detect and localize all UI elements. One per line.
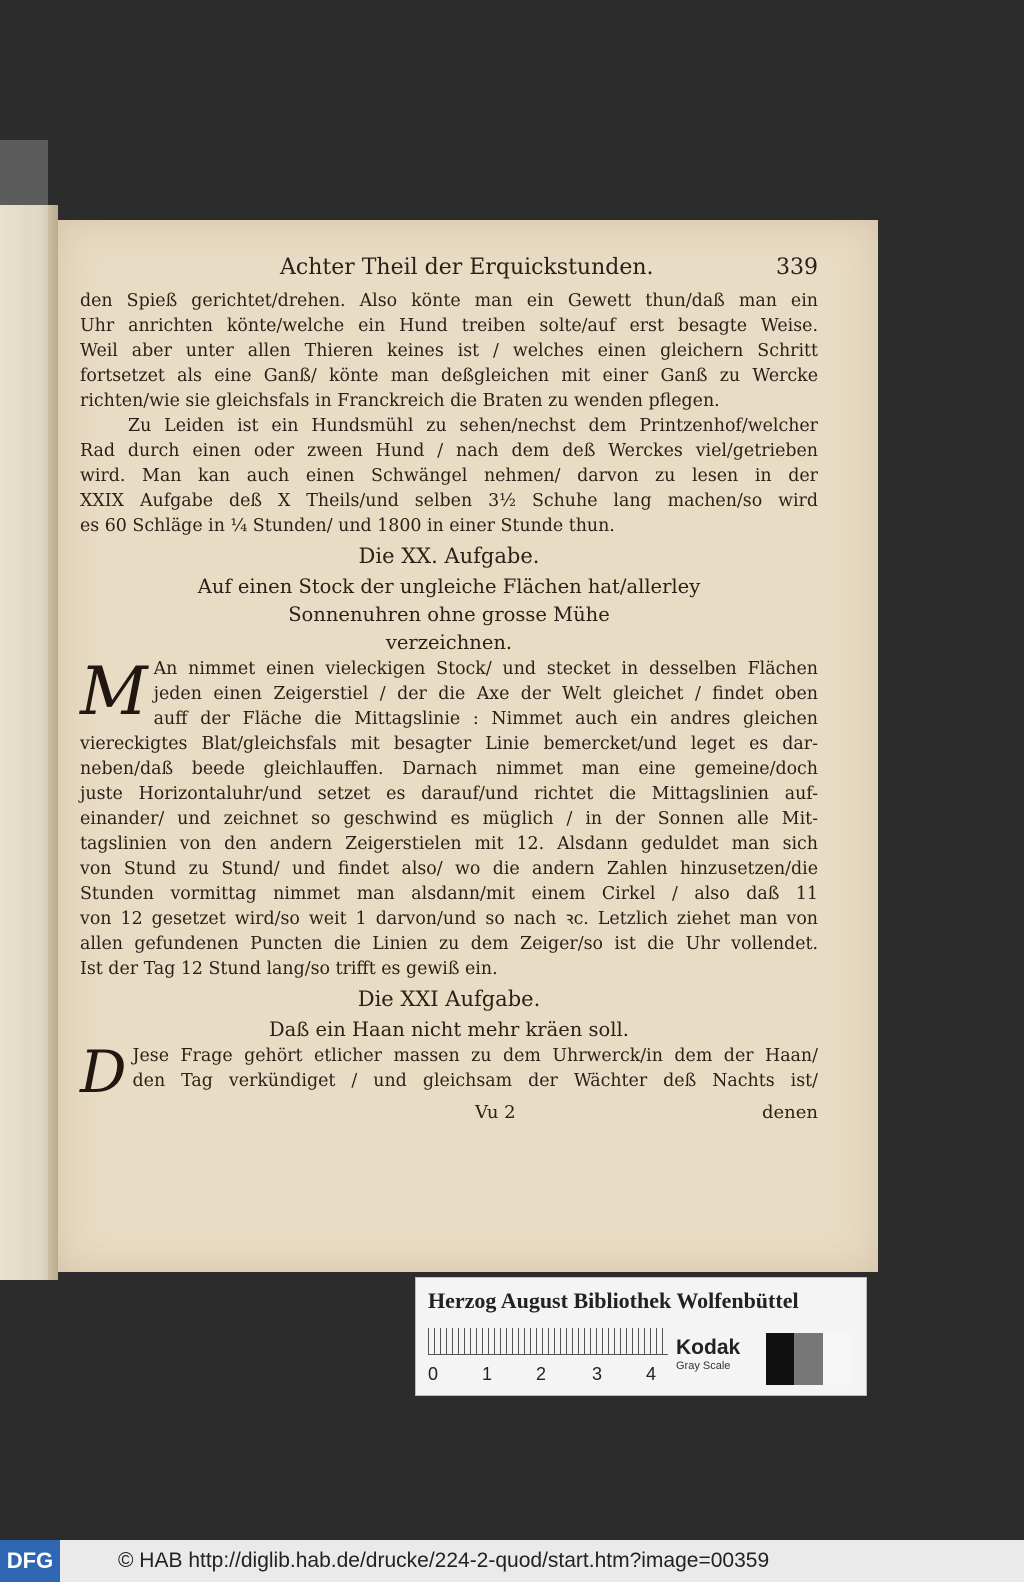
swatch-black bbox=[766, 1333, 794, 1385]
dfg-logo: DFG bbox=[0, 1540, 60, 1582]
running-title: Achter Theil der Erquickstunden. bbox=[280, 255, 654, 280]
text-line: Ist der Tag 12 Stund lang/so trifft es gewiß ein. bbox=[80, 959, 498, 979]
text-line: fortsetzet als eine Ganß/ könte man deßgleichen mit einer Ganß zu Wercke bbox=[80, 366, 818, 386]
text-line: es 60 Schläge in ¼ Stunden/ und 1800 in einer Stunde thun. bbox=[80, 516, 615, 536]
page-number: 339 bbox=[776, 255, 818, 280]
signature-mark: Vu 2 bbox=[475, 1102, 516, 1123]
running-head bbox=[80, 255, 818, 289]
ruler-ticks bbox=[428, 1328, 668, 1355]
section-subheading-xxi: Daß ein Haan nicht mehr kräen soll. bbox=[269, 1018, 629, 1041]
text-line: allen gefundenen Puncten die Linien zu dem Zeiger/so ist die Uhr vollendet. bbox=[80, 934, 818, 954]
text-line: Uhr anrichten könte/welche ein Hund treiben solte/auf erst besagte Weise. bbox=[80, 316, 818, 336]
text-line: einander/ und zeichnet so geschwind es müglich / in der Sonnen alle Mit- bbox=[80, 809, 818, 829]
section-heading-xxi: Die XXI Aufgabe. bbox=[357, 987, 541, 1011]
kodak-brand: Kodak bbox=[676, 1336, 741, 1359]
text-line: Zu Leiden ist ein Hundsmühl zu sehen/nechst dem Printzenhof/welcher bbox=[128, 416, 818, 436]
paragraph-xxi bbox=[80, 1038, 818, 1106]
scale-ruler bbox=[428, 1328, 668, 1388]
page-foot bbox=[80, 1100, 818, 1126]
ruler-number: 2 bbox=[536, 1364, 547, 1384]
paragraph-xx bbox=[80, 653, 818, 982]
ruler-number: 3 bbox=[592, 1364, 603, 1384]
kodak-label bbox=[676, 1336, 740, 1372]
text-line: Weil aber unter allen Thieren keines ist / welches einen gleichern Schritt bbox=[80, 341, 818, 361]
text-line: neben/daß beede gleichlauffen. Darnach nimmet man eine gemeine/doch bbox=[80, 759, 818, 779]
gray-scale-label: Gray Scale bbox=[676, 1360, 731, 1372]
ruler-number: 1 bbox=[482, 1364, 493, 1384]
section-subheading-xx-2: Sonnenuhren ohne grosse Mühe bbox=[288, 603, 610, 626]
text-line: juste Horizontaluhr/und setzet es darauf/und richtet die Mittagslinien auf- bbox=[80, 784, 818, 804]
color-card bbox=[415, 1277, 867, 1396]
text-line: richten/wie sie gleichsfals in Franckreich die Braten zu wenden pflegen. bbox=[80, 391, 720, 411]
section-subheading-xx-1: Auf einen Stock der ungleiche Flächen hat/allerley bbox=[197, 575, 701, 598]
ruler-number: 4 bbox=[646, 1364, 657, 1384]
text-line: XXIX Aufgabe deß X Theils/und selben 3½ Schuhe lang machen/so wird bbox=[80, 491, 818, 511]
swatch-white bbox=[823, 1333, 851, 1385]
text-line: jeden einen Zeigerstiel / der die Axe der Welt gleichet / findet oben bbox=[153, 684, 818, 704]
paragraph-top bbox=[80, 289, 818, 539]
text-line: Stunden vormittag nimmet man alsdann/mit einem Cirkel / also daß 11 bbox=[80, 884, 818, 904]
ruler-number: 0 bbox=[428, 1364, 439, 1384]
text-line: tagslinien von den andern Zeigerstielen mit 12. Alsdann geduldet man sich bbox=[80, 834, 818, 854]
tissue-overlay bbox=[0, 140, 48, 1280]
text-line: wird. Man kan auch einen Schwängel nehmen/ darvon zu lesen in der bbox=[80, 466, 818, 486]
text-line: An nimmet einen vieleckigen Stock/ und stecket in desselben Flächen bbox=[153, 659, 818, 679]
decorated-initial-m: M bbox=[80, 653, 148, 730]
text-line: von Stund zu Stund/ und findet also/ wo die andern Zahlen hinzusetzen/die bbox=[80, 859, 818, 879]
swatch-gray bbox=[794, 1333, 822, 1385]
decorated-initial-d: D bbox=[80, 1038, 127, 1106]
gray-swatches bbox=[766, 1333, 851, 1385]
text-line: viereckigtes Blat/gleichsfals mit besagter Linie bemercket/und leget es dar- bbox=[80, 734, 818, 754]
section-heading-xx: Die XX. Aufgabe. bbox=[358, 544, 540, 568]
book-page bbox=[58, 220, 878, 1272]
library-name: Herzog August Bibliothek Wolfenbüttel bbox=[428, 1288, 799, 1313]
text-line: von 12 gesetzet wird/so weit 1 darvon/und so nach ꝛc. Letzlich ziehet man von bbox=[80, 909, 818, 929]
text-line: Rad durch einen oder zween Hund / nach dem deß Werckes viel/getrieben bbox=[80, 441, 818, 461]
text-line: den Spieß gerichtet/drehen. Also könte man ein Gewett thun/daß man ein bbox=[80, 291, 818, 311]
text-line: Jese Frage gehört etlicher massen zu dem Uhrwerck/in dem der Haan/ bbox=[132, 1046, 818, 1066]
section-subheading-xx-3: verzeichnen. bbox=[385, 631, 513, 654]
catchword: denen bbox=[761, 1102, 818, 1123]
footer-bar bbox=[0, 1540, 1024, 1582]
text-line: den Tag verkündiget / und gleichsam der Wächter deß Nachts ist/ bbox=[132, 1071, 818, 1091]
text-line: auff der Fläche die Mittagslinie : Nimmet auch ein andres gleichen bbox=[153, 709, 818, 729]
credit-url[interactable]: © HAB http://diglib.hab.de/drucke/224-2-quod/start.htm?image=00359 bbox=[118, 1549, 770, 1572]
page-text-block bbox=[80, 255, 818, 1126]
